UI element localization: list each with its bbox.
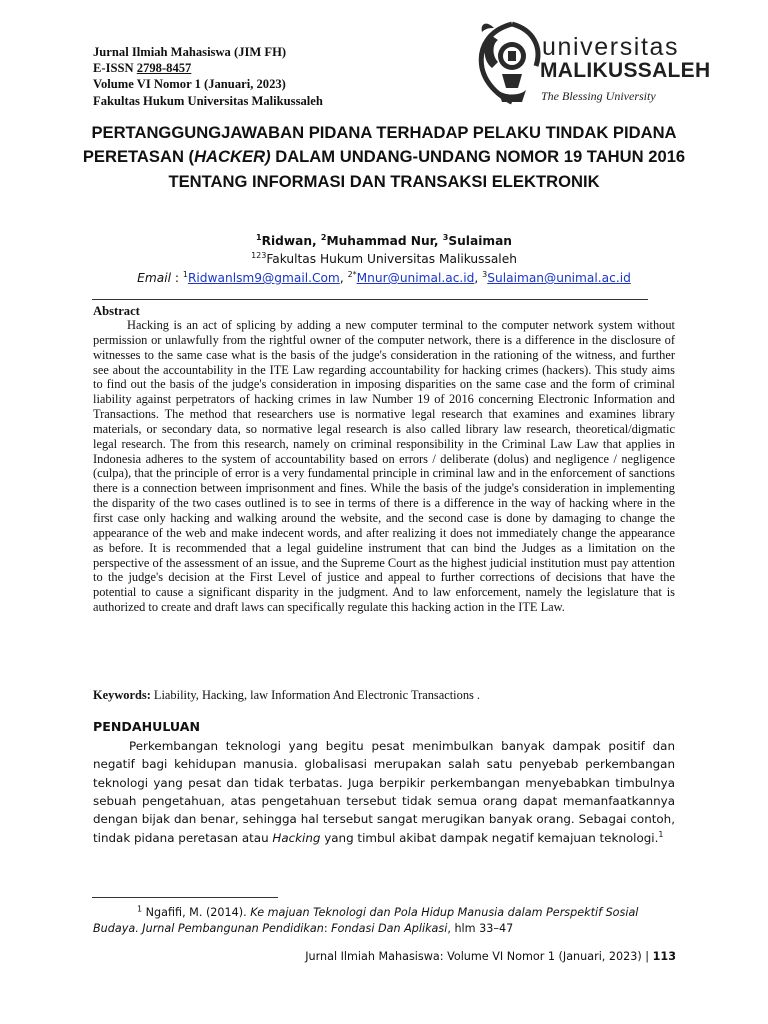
author-1: Ridwan,: [261, 234, 321, 248]
footnote-pages: , hlm 33–47: [447, 922, 514, 936]
logo-tagline: The Blessing University: [541, 89, 656, 103]
keywords-line: [93, 688, 675, 703]
paper-title: [80, 121, 688, 194]
page-footer: [300, 950, 676, 963]
intro-italic: Hacking: [272, 830, 321, 845]
affiliation-sup: 123: [251, 250, 267, 260]
intro-text-1: Perkembangan teknologi yang begitu pesat menimbulkan banyak dampak positif dan negatif bagi kehidupan manusia. globalisasi merupakan salah satu penyebab perkembangan teknologi yang pesat dan tidak terbatas. Juga berpikir perkembangan menyebabkan timbulnya sebuah pengetahuan, atas pengetahuan tersebut tidak semua orang dapat memanfaatkannya dengan bijak dan benar, sehingga hal tersebut sangat merugikan banyak orang. Sebagai contoh, tindak pidana peretasan atau: [93, 739, 675, 845]
footer-journal: Jurnal Ilmiah Mahasiswa: Volume VI Nomor 1 (Januari, 2023): [305, 950, 642, 963]
footnote-author: Ngafifi, M. (2014).: [142, 906, 251, 919]
footnote-subtitle: Fondasi Dan Aplikasi: [331, 922, 448, 936]
footnote-number: 1: [137, 904, 143, 914]
affiliation-text: Fakultas Hukum Universitas Malikussaleh: [266, 252, 517, 266]
email-link-2[interactable]: Mnur@unimal.ac.id: [356, 271, 475, 285]
author-1-sup: 1: [256, 232, 262, 242]
footnote-title: Ke majuan Teknologi dan Pola Hidup Manusia dalam Perspektif Sosial Budaya. Jurnal Pembangunan Pendidikan: [93, 906, 639, 936]
title-italic: HACKER): [194, 147, 271, 167]
email-comma: ,: [474, 271, 483, 285]
affiliation: [80, 252, 688, 266]
abstract-text: Hacking is an act of splicing by adding a new computer terminal to the computer network system without permission or unlawfully from the rightful owner of the computer network, there is a difference in the disclosure of witnesses to the same case what is the basis of the judge's consideration in the rationing of the witness, and further see about the accountability in the ITE Law regarding accountability for hacking crimes (hackers). This study aims to find out the basis of the judge's consideration in imposing disparities on the same case and the form of criminal liability against perpetrators of hacking crimes in law Number 19 of 2016 concerning Electronic Information and Transactions. The method that researchers use is normative legal research that examines and examines library materials, or secondary data, so normative legal research is also called library law research, theoretical/digmatic legal research. The from this research, namely on criminal responsibility in the Criminal Law Law that applies in Indonesia adheres to the system of accountability based on errors / deliberate (dolus) and negligence / negligence (culpa), that the principle of error is a very fundamental principle in criminal law and in the enforcement of sanctions there is a connection between imprisonment and fines. While the basis of the judge's consideration in implementing the disparity of the two cases outlined is to see in terms of there is a difference in the way of hacking where in the first case only hacking and walking around the website, and the second case is done by damaging to change the appearance of the web and make indecent words, and after realizing it does not immediately change the appearance as before. It is recommended that a legal guideline instrument that can bind the Judges as a limitation on the perspective of the assessment of an issue, and the Supreme Court as the highest judicial institution must pay attention to the judge's decision at the First Level of justice and appeal to further corrections of decisions that have the potential to cause a significant disparity in the judgment. And to law enforcement, namely the legislature that is authorized to create and draft laws can specifically regulate this hacking action in the ITE Law.: [93, 318, 675, 615]
author-2-sup: 2: [320, 232, 327, 242]
email-line: [80, 271, 688, 285]
email-2-sup: 2*: [347, 269, 357, 279]
author-2: Muhammad Nur,: [326, 234, 443, 248]
email-3-sup: 3: [482, 269, 488, 279]
email-link-3[interactable]: Sulaiman@unimal.ac.id: [487, 271, 631, 285]
email-comma: ,: [339, 271, 348, 285]
author-3: Sulaiman: [448, 234, 512, 248]
section-heading-pendahuluan: PENDAHULUAN: [93, 719, 201, 734]
journal-info: [93, 44, 323, 109]
email-label: Email: [137, 271, 171, 285]
journal-issn-line: [93, 60, 323, 76]
journal-faculty: Fakultas Hukum Universitas Malikussaleh: [93, 93, 323, 108]
email-link-1[interactable]: Ridwanlsm9@gmail.Com: [187, 271, 340, 285]
keywords-text: Liability, Hacking, law Information And Electronic Transactions .: [150, 688, 481, 702]
email-separator: :: [170, 271, 183, 285]
abstract-heading: Abstract: [93, 304, 140, 318]
header-divider: [92, 299, 648, 300]
author-3-sup: 3: [442, 232, 449, 242]
logo-word-universitas: universitas: [542, 33, 680, 61]
footnote: [93, 905, 675, 937]
email-1-sup: 1: [182, 269, 188, 279]
page-number: 113: [652, 950, 676, 963]
journal-volume: Volume VI Nomor 1 (Januari, 2023): [93, 77, 286, 92]
footnote-reference[interactable]: 1: [658, 829, 664, 839]
author-list: [80, 234, 688, 248]
logo-word-malikussaleh: MALIKUSSALEH: [540, 59, 711, 82]
title-part1: PERTANGGUNGJAWABAN PIDANA TERHADAP PELAKU TINDAK PIDANA PERETASAN (: [82, 123, 677, 167]
footnote-colon: :: [323, 922, 332, 936]
issn-link[interactable]: 2798-8457: [136, 61, 192, 76]
intro-text-2: yang timbul akibat dampak negatif kemajuan teknologi.: [320, 830, 659, 845]
footer-separator: |: [641, 950, 653, 963]
journal-name: Jurnal Ilmiah Mahasiswa (JIM FH): [93, 45, 287, 59]
footnote-divider: [92, 897, 278, 898]
title-part2: DALAM UNDANG-UNDANG NOMOR 19 TAHUN 2016 TENTANG INFORMASI DAN TRANSAKSI ELEKTRONIK: [168, 147, 686, 191]
issn-label: E-ISSN: [93, 61, 134, 76]
keywords-label: Keywords:: [93, 688, 151, 702]
intro-paragraph: [93, 737, 675, 847]
